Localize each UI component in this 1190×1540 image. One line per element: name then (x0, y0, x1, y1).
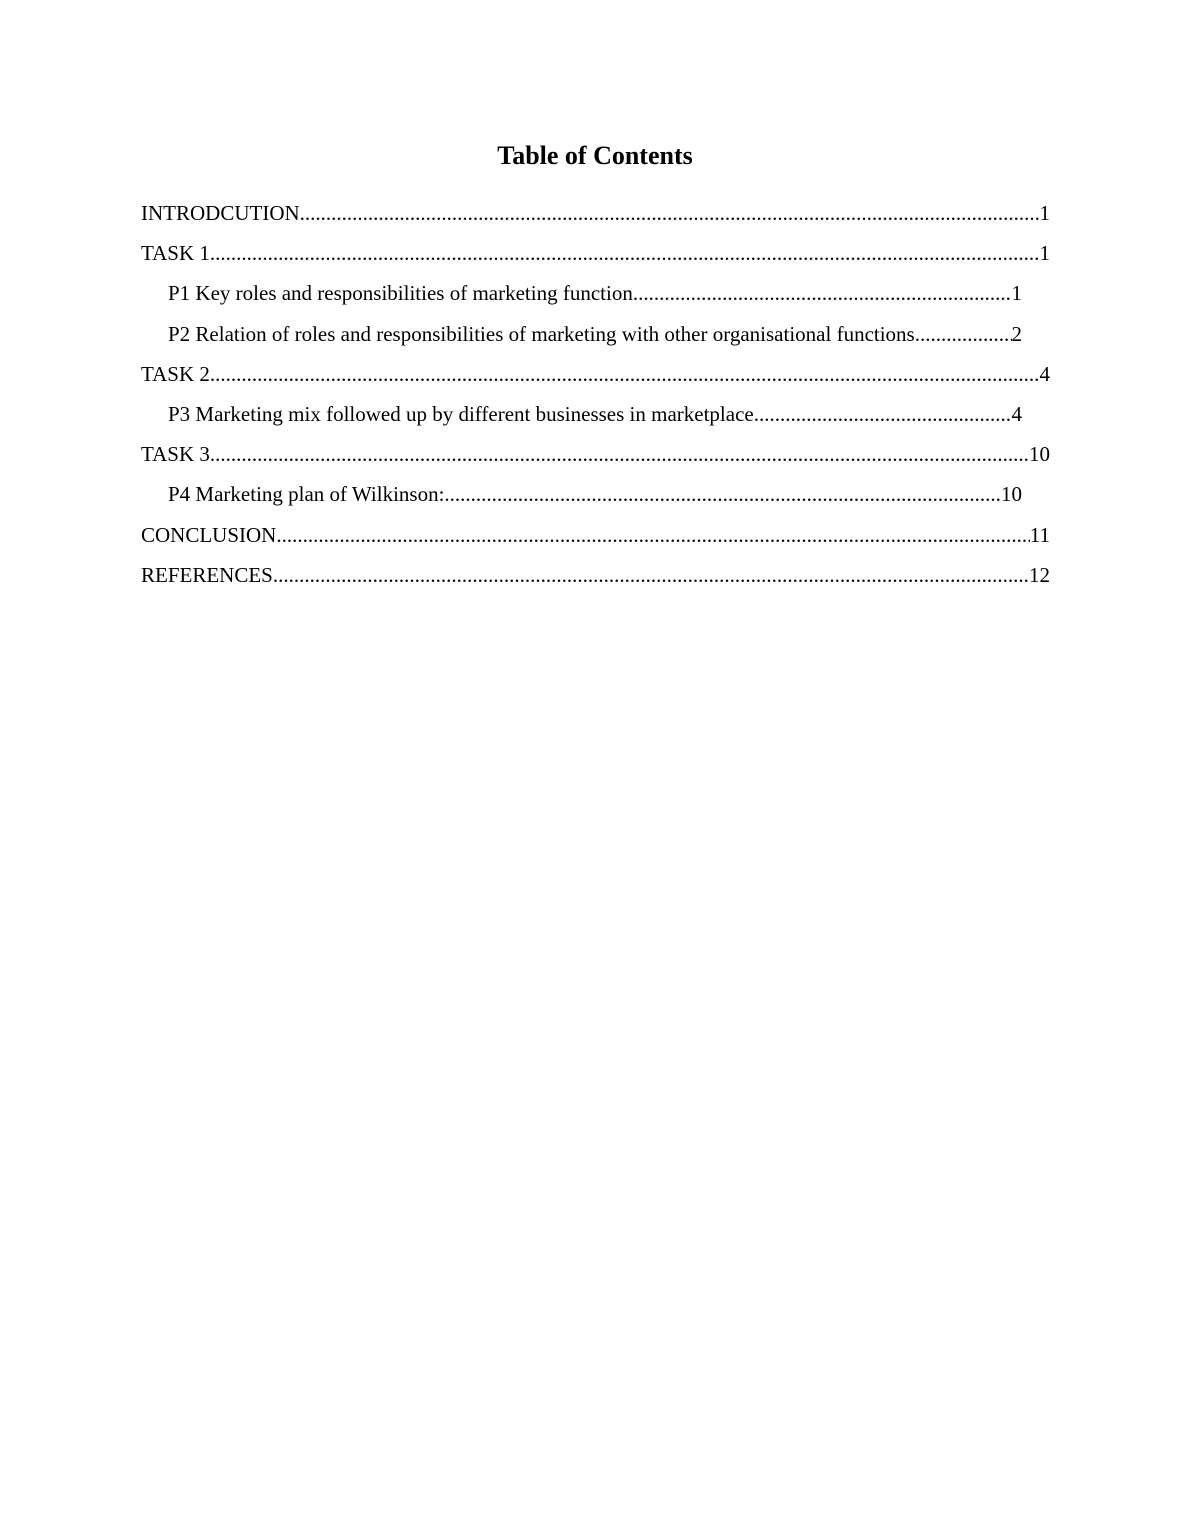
toc-entry-label: TASK 1 (141, 241, 210, 266)
toc-dot-leader (210, 236, 1040, 270)
toc-entry-label: P2 Relation of roles and responsibilities of marketing with other organisational functions (168, 321, 915, 346)
toc-entry-conclusion[interactable] (141, 518, 1050, 558)
toc-entry-task-1[interactable] (141, 236, 1050, 276)
toc-dot-leader (276, 518, 1029, 552)
toc-page-number: 1 (1039, 201, 1050, 225)
toc-dot-leader (915, 317, 1012, 351)
toc-page-number: 4 (1039, 361, 1050, 386)
toc-page-number: 2 (1011, 321, 1022, 346)
toc-entry-label: P4 Marketing plan of Wilkinson: (168, 482, 445, 507)
toc-entry-p2[interactable] (168, 317, 1022, 357)
toc-page-number: 10 (1001, 482, 1022, 507)
toc-list (0, 196, 1190, 598)
toc-entry-introduction[interactable] (141, 196, 1050, 236)
toc-entry-label: INTRODCUTION (141, 201, 300, 225)
toc-dot-leader (754, 397, 1012, 431)
toc-page-number: 1 (1039, 241, 1050, 266)
toc-dot-leader (273, 558, 1029, 592)
toc-entry-label: CONCLUSION (141, 522, 277, 547)
toc-entry-p3[interactable] (168, 397, 1022, 437)
toc-dot-leader (444, 477, 1001, 511)
toc-entry-p1[interactable] (168, 276, 1022, 316)
toc-entry-task-2[interactable] (141, 357, 1050, 397)
toc-entry-task-3[interactable] (141, 437, 1050, 477)
toc-entry-label: TASK 2 (141, 361, 210, 386)
toc-dot-leader (633, 276, 1012, 310)
toc-entry-label: P1 Key roles and responsibilities of marketing function (168, 281, 633, 306)
toc-entry-label: P3 Marketing mix followed up by different businesses in marketplace (168, 401, 754, 426)
toc-entry-label: REFERENCES (141, 562, 273, 587)
toc-entry-label: TASK 3 (141, 442, 210, 467)
toc-dot-leader (210, 357, 1040, 391)
toc-dot-leader (300, 196, 1040, 230)
toc-page-number: 11 (1029, 522, 1050, 547)
toc-entry-p4[interactable] (168, 477, 1022, 517)
toc-title: Table of Contents (497, 141, 693, 170)
toc-page-number: 4 (1011, 401, 1022, 426)
toc-page-number: 12 (1029, 562, 1050, 587)
toc-entry-references[interactable] (141, 558, 1050, 598)
toc-dot-leader (210, 437, 1029, 471)
toc-page-number: 1 (1011, 281, 1022, 306)
toc-page-number: 10 (1029, 442, 1050, 467)
